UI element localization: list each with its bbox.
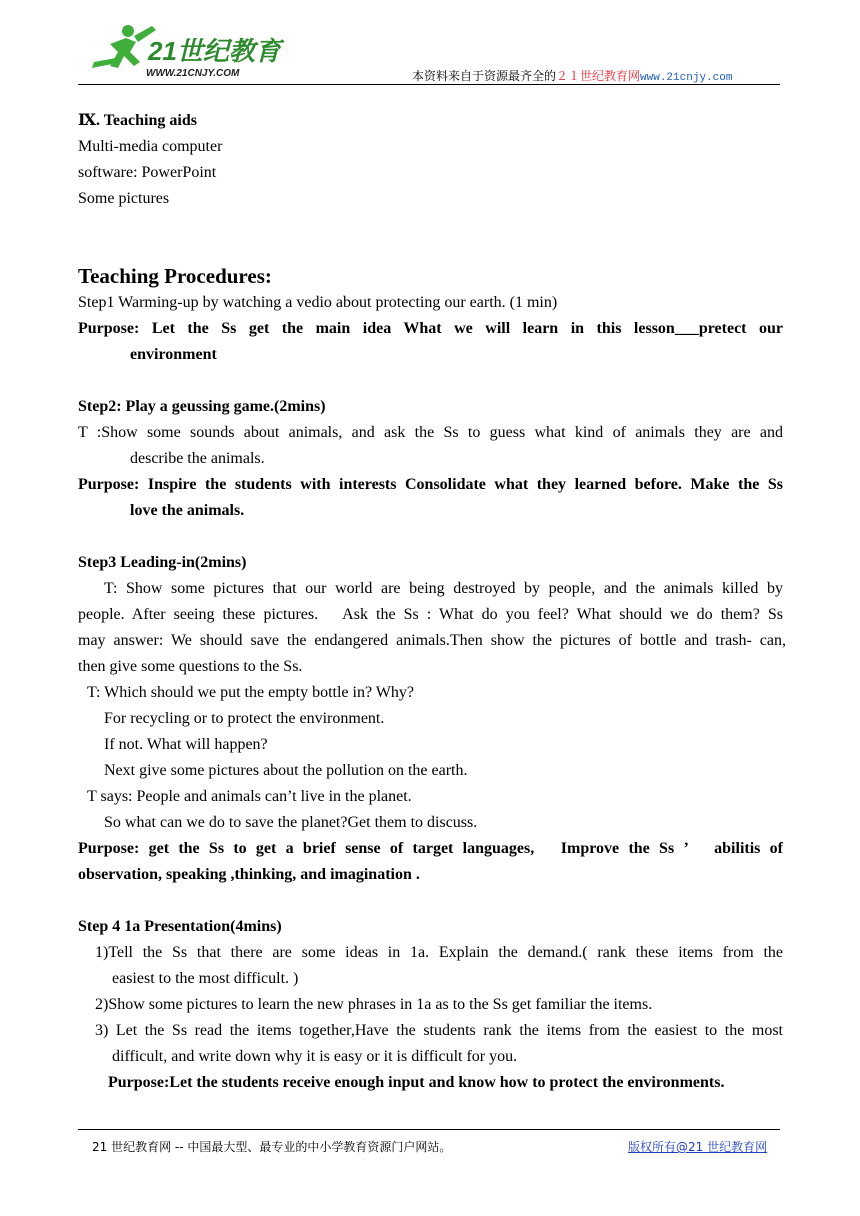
step2-teacher-cont: describe the animals. <box>130 450 265 467</box>
step4-heading: Step 4 1a Presentation(4mins) <box>78 918 282 935</box>
step3-purpose: Purpose: get the Ss to get a brief sense of target languages, Improve the Ss ’ abilitis of <box>78 840 783 857</box>
step4-item: 2)Show some pictures to learn the new phrases in 1a as to the Ss get familiar the items. <box>95 996 653 1013</box>
step4-item-cont: difficult, and write down why it is easy or it is difficult for you. <box>112 1048 518 1065</box>
step4-item-cont: easiest to the most difficult. ) <box>112 970 299 987</box>
header-note-site: ２１世纪教育网 <box>556 69 641 83</box>
aid-item: software: PowerPoint <box>78 164 217 181</box>
header-note-url[interactable]: www.21cnjy.com <box>640 72 733 84</box>
header-note <box>412 67 732 84</box>
aid-item: Some pictures <box>78 190 170 207</box>
step2-purpose-cont: love the animals. <box>130 502 245 519</box>
step3-answer: Next give some pictures about the pollution on the earth. <box>104 762 468 779</box>
step3-answer: So what can we do to save the planet?Get them to discuss. <box>104 814 478 831</box>
footer-tagline: 21 世纪教育网 -- 中国最大型、最专业的中小学教育资源门户网站。 <box>92 1140 452 1154</box>
step3-paragraph: may answer: We should save the endangered animals.Then show the pictures of bottle and trash- can, <box>78 632 786 649</box>
step3-answer: For recycling or to protect the environment. <box>104 710 385 727</box>
step3-question: T: Which should we put the empty bottle in? Why? <box>87 684 414 701</box>
header-divider <box>78 84 780 85</box>
step3-answer: If not. What will happen? <box>104 736 268 753</box>
step1-purpose-cont: environment <box>130 346 217 363</box>
step1-purpose: Purpose: Let the Ss get the main idea What we will learn in this lesson___pretect our <box>78 320 783 337</box>
aid-item: Multi-media computer <box>78 138 223 155</box>
step3-heading: Step3 Leading-in(2mins) <box>78 554 247 571</box>
footer-copyright-link[interactable]: 版权所有@21 世纪教育网 <box>628 1140 768 1154</box>
step3-question: T says: People and animals can’t live in the planet. <box>87 788 412 805</box>
header-note-prefix: 本资料来自于资源最齐全的 <box>412 69 557 83</box>
step2-heading: Step2: Play a geussing game.(2mins) <box>78 398 326 415</box>
step3-paragraph: T: Show some pictures that our world are being destroyed by people, and the animals killed by <box>104 580 783 597</box>
step3-paragraph: people. After seeing these pictures. Ask the Ss : What do you feel? What should we do them? Ss <box>78 606 783 623</box>
logo-text: 21世纪教育 <box>148 36 281 66</box>
step2-purpose: Purpose: Inspire the students with interests Consolidate what they learned before. Make the Ss <box>78 476 783 493</box>
step4-item: 1)Tell the Ss that there are some ideas in 1a. Explain the demand.( rank these items from the <box>95 944 783 961</box>
footer-divider <box>78 1129 780 1130</box>
site-logo <box>90 22 290 82</box>
logo-url: WWW.21CNJY.COM <box>146 68 240 79</box>
procedures-heading: Teaching Procedures: <box>78 264 272 288</box>
step2-teacher: T :Show some sounds about animals, and ask the Ss to guess what kind of animals they are and <box>78 424 783 441</box>
step4-item: 3) Let the Ss read the items together,Have the students rank the items from the easiest to the most <box>95 1022 783 1039</box>
runner-icon <box>92 25 156 68</box>
step4-purpose: Purpose:Let the students receive enough input and know how to protect the environments. <box>108 1074 725 1091</box>
step1-line: Step1 Warming-up by watching a vedio about protecting our earth. (1 min) <box>78 294 558 311</box>
teaching-aids-heading: Ⅸ. Teaching aids <box>78 112 197 129</box>
step3-purpose-cont: observation, speaking ,thinking, and imagination . <box>78 866 420 883</box>
step3-paragraph: then give some questions to the Ss. <box>78 658 303 675</box>
